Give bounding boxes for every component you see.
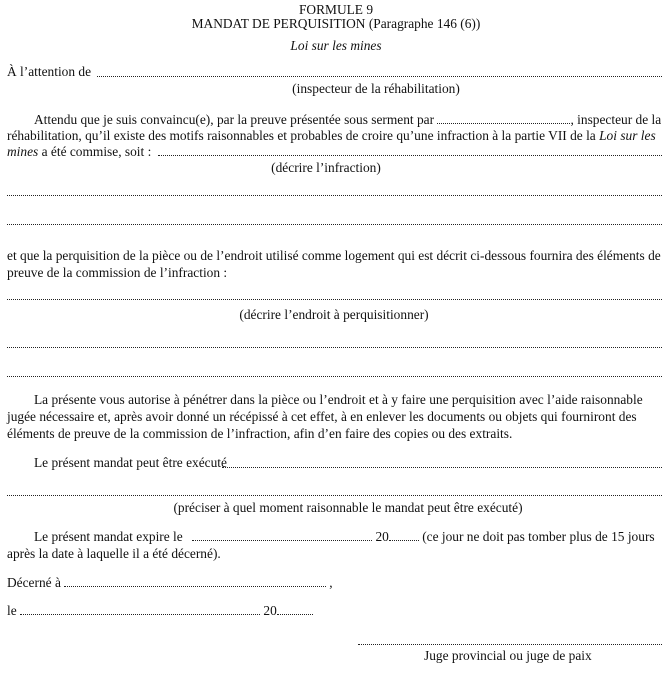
place-field-3[interactable] bbox=[7, 375, 662, 377]
para3-line3: éléments de preuve de la commission de l’infraction, afin d’en faire des copies ou des extraits. bbox=[7, 426, 513, 441]
place-field-2[interactable] bbox=[7, 346, 662, 348]
expiry-date-field[interactable] bbox=[192, 530, 372, 541]
issued-date-field[interactable] bbox=[20, 604, 260, 615]
offence-field-1[interactable] bbox=[158, 154, 662, 156]
issued-year-field[interactable] bbox=[277, 604, 313, 615]
form-number: FORMULE 9 bbox=[298, 2, 374, 17]
issued-at-line: Décerné à , bbox=[7, 575, 333, 590]
execution-field-2[interactable] bbox=[7, 494, 662, 496]
expiry-note-line2: après la date à laquelle il a été décerné). bbox=[7, 546, 221, 561]
para2-line2: preuve de la commission de l’infraction : bbox=[7, 265, 228, 280]
place-caption: (décrire l’endroit à perquisitionner) bbox=[239, 307, 429, 322]
form-title: MANDAT DE PERQUISITION (Paragraphe 146 (6)) bbox=[191, 16, 481, 31]
execution-field-1[interactable] bbox=[222, 466, 662, 468]
para3-line2: jugée nécessaire et, après avoir donné un récépissé à cet effet, à en enlever les documents ou objets qui fourniront des bbox=[7, 409, 637, 424]
execution-caption: (préciser à quel moment raisonnable le mandat peut être exécuté) bbox=[173, 500, 523, 515]
act-name: Loi sur les mines bbox=[290, 38, 382, 53]
offence-field-3[interactable] bbox=[7, 223, 662, 225]
para1-line2: réhabilitation, qu’il existe des motifs raisonnables et probables de croire qu’une infraction à la partie VII de la Loi sur les bbox=[7, 128, 656, 143]
attention-label: À l’attention de bbox=[7, 64, 92, 79]
offence-field-2[interactable] bbox=[7, 194, 662, 196]
expiry-year-field[interactable] bbox=[389, 530, 419, 541]
signature-caption: Juge provincial ou juge de paix bbox=[424, 648, 592, 663]
execution-label: Le présent mandat peut être exécuté bbox=[34, 455, 227, 470]
para2-line1: et que la perquisition de la pièce ou de l’endroit utilisé comme logement qui est décrit ci-dessous fournira des éléments de bbox=[7, 248, 661, 263]
expiry-line1: Le présent mandat expire le 20 (ce jour ne doit pas tomber plus de 15 jours bbox=[34, 529, 655, 544]
para1-line3: mines a été commise, soit : bbox=[7, 144, 152, 159]
attention-field[interactable] bbox=[97, 75, 662, 77]
para3-line1: La présente vous autorise à pénétrer dans la pièce ou l’endroit et à y faire une perquisition avec l’aide raisonnable bbox=[34, 392, 643, 407]
offence-caption: (décrire l’infraction) bbox=[271, 160, 381, 175]
place-field-1[interactable] bbox=[7, 298, 662, 300]
para1-line1: Attendu que je suis convaincu(e), par la preuve présentée sous serment par , inspecteur de la bbox=[34, 112, 662, 127]
issued-on-line: le 20 bbox=[7, 603, 313, 618]
issued-place-field[interactable] bbox=[64, 576, 326, 587]
signature-field[interactable] bbox=[358, 643, 662, 645]
sworn-by-field[interactable] bbox=[437, 113, 570, 124]
attention-caption: (inspecteur de la réhabilitation) bbox=[292, 81, 460, 96]
